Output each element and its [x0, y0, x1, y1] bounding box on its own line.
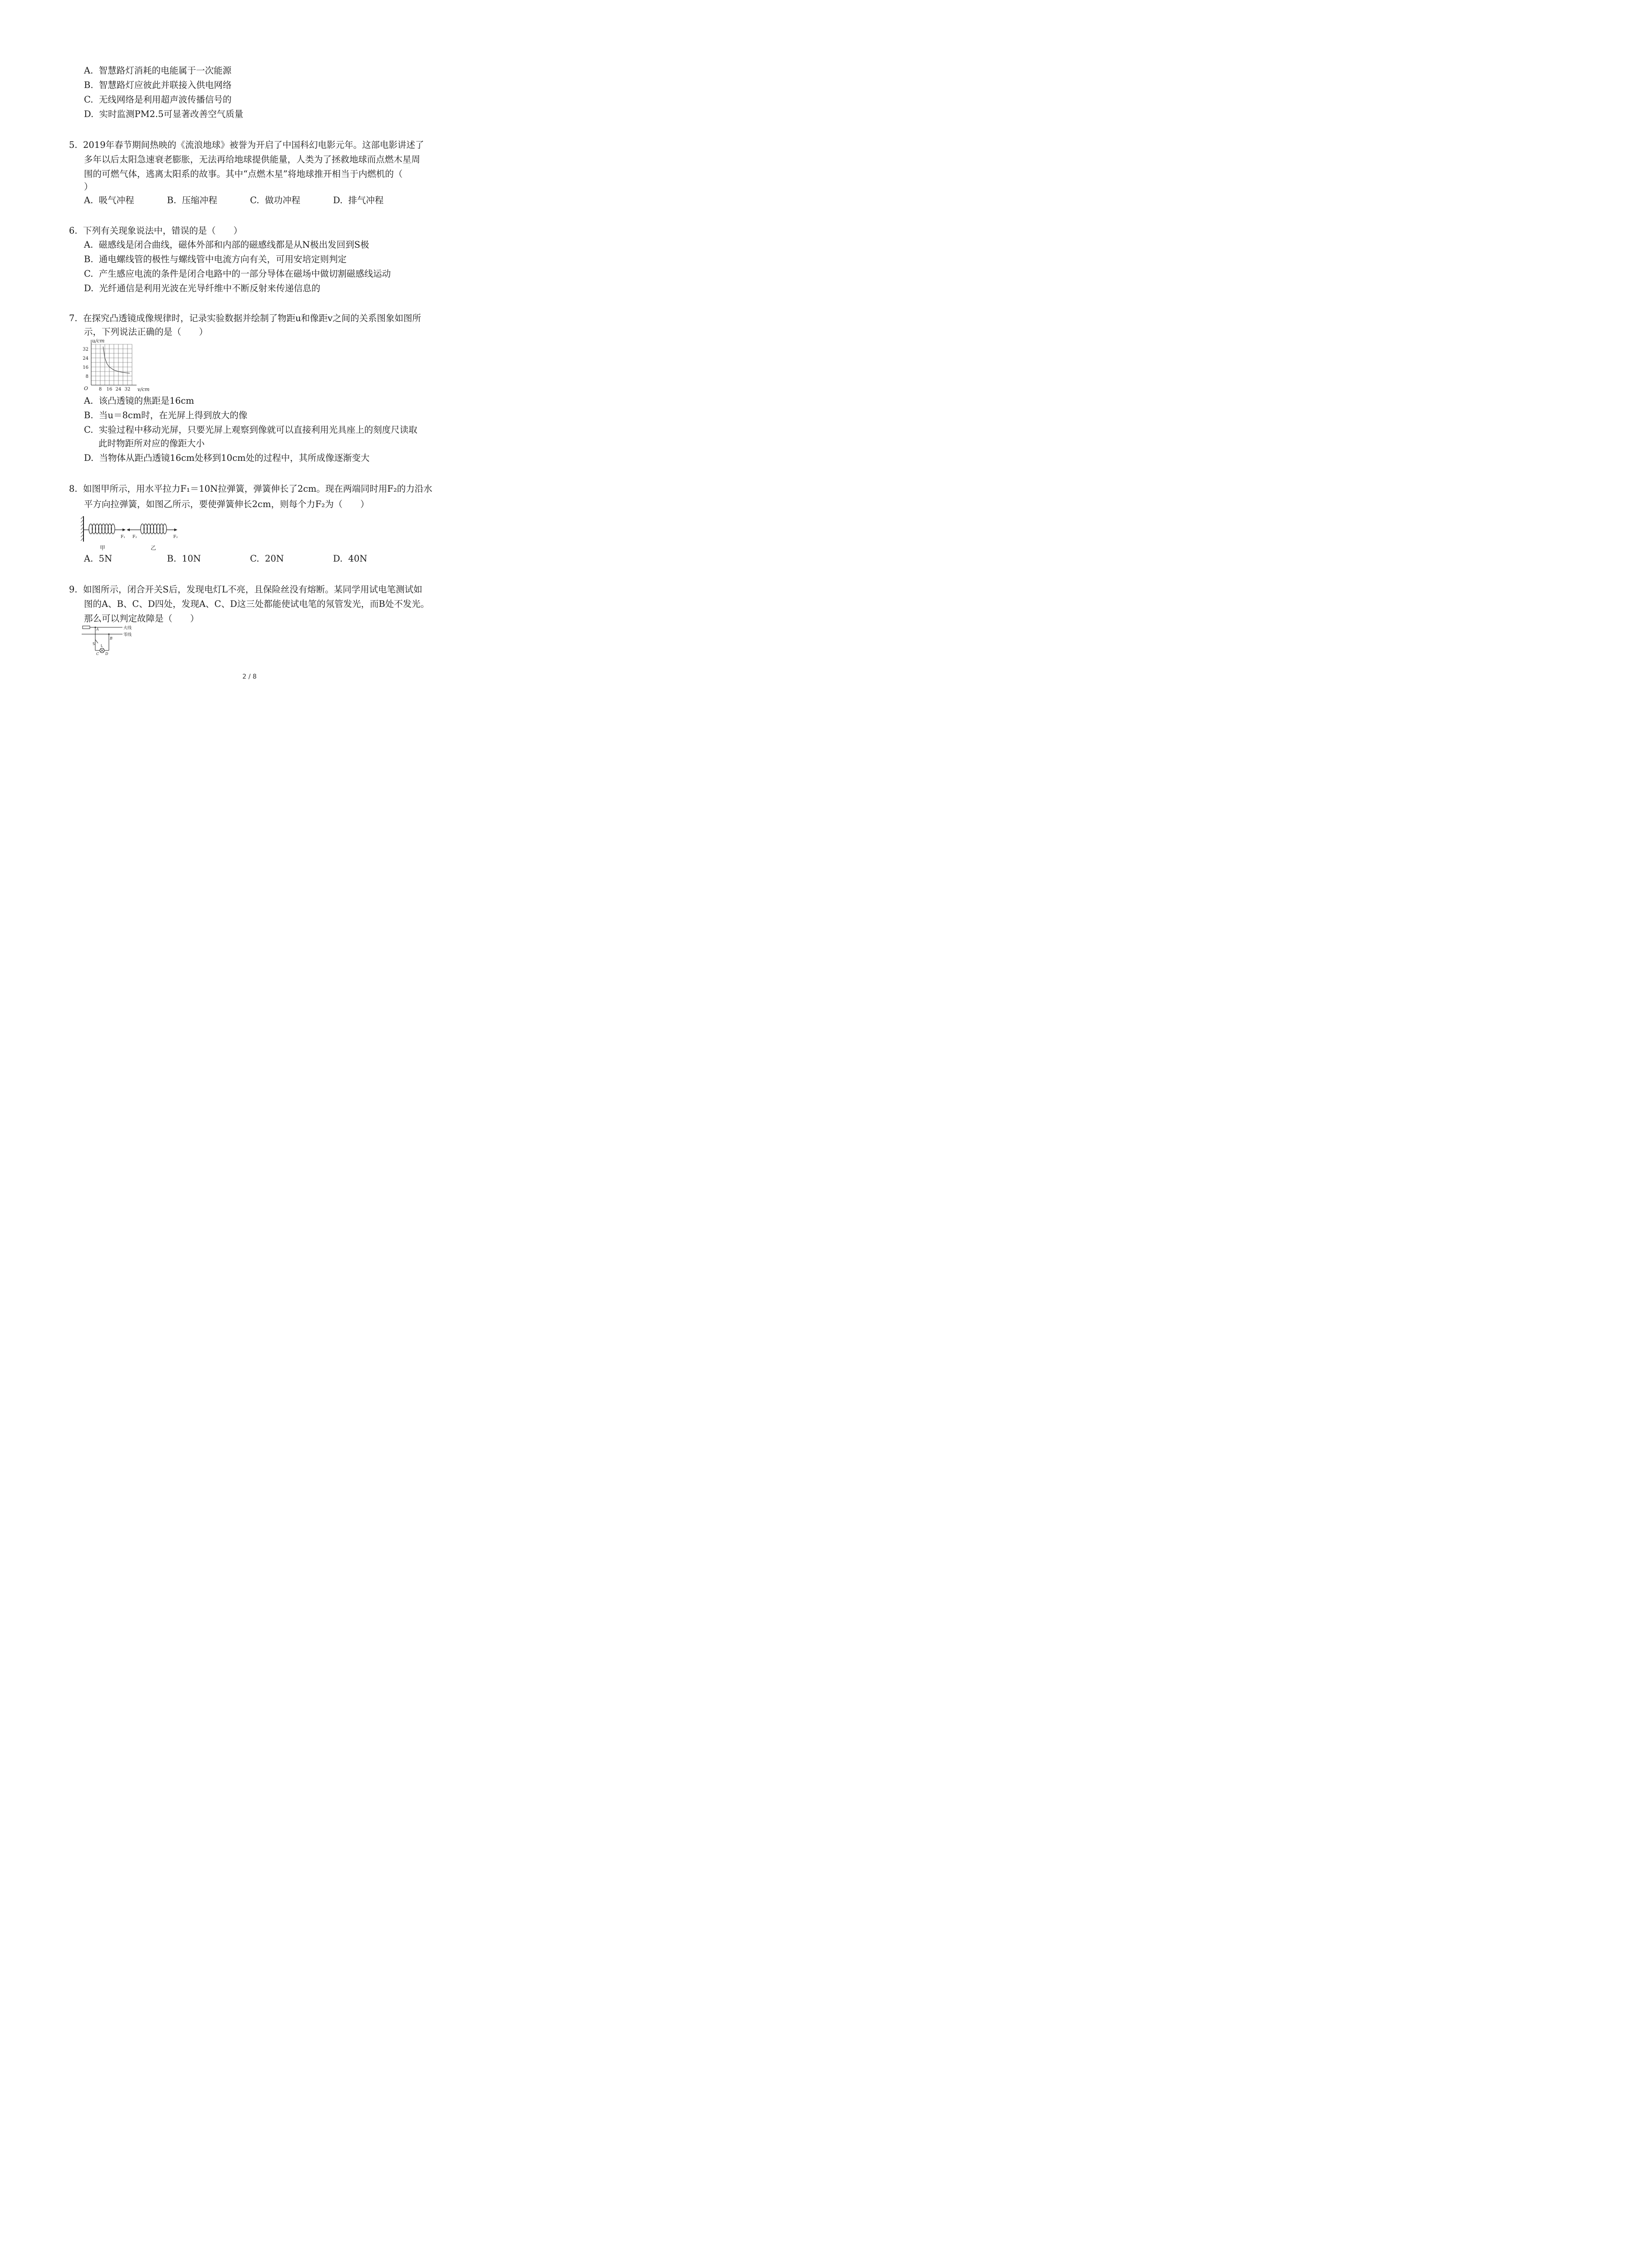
q7-graph	[79, 338, 157, 395]
q6-option-d: D. 光纤通信是利用光波在光导纤维中不断反射来传递信息的	[84, 283, 321, 293]
q7-option-b: B. 当u＝8cm时，在光屏上得到放大的像	[84, 410, 248, 420]
label-c: C	[96, 652, 99, 656]
q4-option-d: D. 实时监测PM2.5可显著改善空气质量	[84, 109, 244, 119]
q6-stem: 6. 下列有关现象说法中，错误的是（ ）	[69, 225, 243, 236]
q6-option-c: C. 产生感应电流的条件是闭合电路中的一部分导体在磁场中做切割磁感线运动	[84, 269, 391, 279]
label-live: 火线	[123, 626, 132, 631]
q7-stem-line-1: 7. 在探究凸透镜成像规律时，记录实验数据并绘制了物距u和像距v之间的关系图象如图所	[69, 313, 421, 323]
label-a: A	[96, 627, 99, 631]
label-jia: 甲	[100, 545, 106, 551]
q7-stem-line-2: 示，下列说法正确的是（ ）	[84, 327, 208, 337]
q5-option-c: C. 做功冲程	[250, 195, 300, 205]
x-axis-label: v/cm	[137, 386, 150, 392]
q8-spring-figure	[81, 515, 185, 552]
spring-yi-coils	[141, 524, 167, 534]
x-tick-label: 16	[106, 387, 113, 392]
q5-option-d: D. 排气冲程	[333, 195, 384, 205]
q8-stem-line-1: 8. 如图甲所示，用水平拉力F₁＝10N拉弹簧，弹簧伸长了2cm。现在两端同时用F₂的力沿水	[69, 484, 432, 494]
switch-icon	[95, 640, 98, 643]
y-tick-label: 16	[83, 365, 88, 370]
x-tick-label: 32	[124, 387, 131, 392]
q7-option-c-line-1: C. 实验过程中移动光屏，只要光屏上观察到像就可以直接利用光具座上的刻度尺读取	[84, 425, 417, 435]
u-v-curve	[103, 347, 130, 373]
page-number: 2 / 8	[242, 673, 257, 680]
q4-option-a: A. 智慧路灯消耗的电能属于一次能源	[84, 65, 232, 76]
q8-option-b: B. 10N	[167, 553, 201, 564]
y-tick-label: 8	[85, 374, 88, 379]
label-neutral: 零线	[123, 633, 132, 637]
x-tick-label: 24	[115, 387, 122, 392]
q6-option-a: A. 磁感线是闭合曲线，磁体外部和内部的磁感线都是从N极出发回到S极	[84, 240, 369, 250]
y-axis-label: u/cm	[92, 338, 105, 344]
spring-jia-coils	[89, 524, 115, 534]
q5-option-b: B. 压缩冲程	[167, 195, 217, 205]
q7-option-d: D. 当物体从距凸透镜16cm处移到10cm处的过程中，其所成像逐渐变大	[84, 453, 370, 463]
label-s: S	[93, 642, 95, 646]
q6-option-b: B. 通电螺线管的极性与螺线管中电流方向有关，可用安培定则判定	[84, 254, 347, 264]
q9-stem-line-3: 那么可以判定故障是（ ）	[84, 613, 199, 624]
label-d: D	[105, 652, 108, 656]
label-l: L	[101, 644, 103, 648]
q8-option-a: A. 5N	[84, 553, 113, 564]
q9-stem-line-2: 图的A、B、C、D四处，发现A、C、D这三处都能使试电笔的氖管发光，而B处不发光。	[84, 599, 430, 609]
q4-option-c: C. 无线网络是利用超声波传播信号的	[84, 94, 232, 105]
label-b: B	[110, 636, 113, 640]
q8-option-c: C. 20N	[250, 553, 284, 564]
label-yi: 乙	[151, 545, 157, 551]
q5-option-a: A. 吸气冲程	[84, 195, 134, 205]
y-tick-label: 24	[83, 356, 88, 361]
q8-option-d: D. 40N	[333, 553, 367, 564]
label-f2-left: F₂	[132, 535, 137, 539]
q5-stem-line-3: 围的可燃气体，逃离太阳系的故事。其中“点燃木星”将地球推开相当于内燃机的（	[84, 169, 403, 179]
label-f1: F₁	[121, 535, 125, 539]
q7-option-c-line-2: 此时物距所对应的像距大小	[98, 438, 205, 449]
fuse-icon	[83, 626, 90, 629]
y-tick-label: 32	[83, 347, 88, 352]
label-f2-right: F₂	[173, 535, 178, 539]
q9-circuit-figure	[82, 624, 136, 656]
q7-option-a: A. 该凸透镜的焦距是16cm	[84, 396, 194, 406]
q5-stem-line-2: 多年以后太阳急速衰老膨胀，无法再给地球提供能量，人类为了拯救地球而点燃木星周	[84, 154, 421, 165]
chart-grid	[91, 344, 132, 385]
x-tick-label: 8	[98, 387, 102, 392]
q8-stem-line-2: 平方向拉弹簧，如图乙所示，要使弹簧伸长2cm，则每个力F₂为（ ）	[84, 499, 369, 509]
q4-option-b: B. 智慧路灯应彼此并联接入供电网络	[84, 80, 232, 90]
q5-stem-line-1: 5. 2019年春节期间热映的《流浪地球》被誉为开启了中国科幻电影元年。这部电影讲述了	[69, 140, 424, 150]
q5-stem-line-4: ）	[84, 181, 93, 192]
origin-label: O	[84, 386, 88, 391]
q9-stem-line-1: 9. 如图所示，闭合开关S后，发现电灯L不亮，且保险丝没有熔断。某同学用试电笔测试如	[69, 584, 422, 595]
